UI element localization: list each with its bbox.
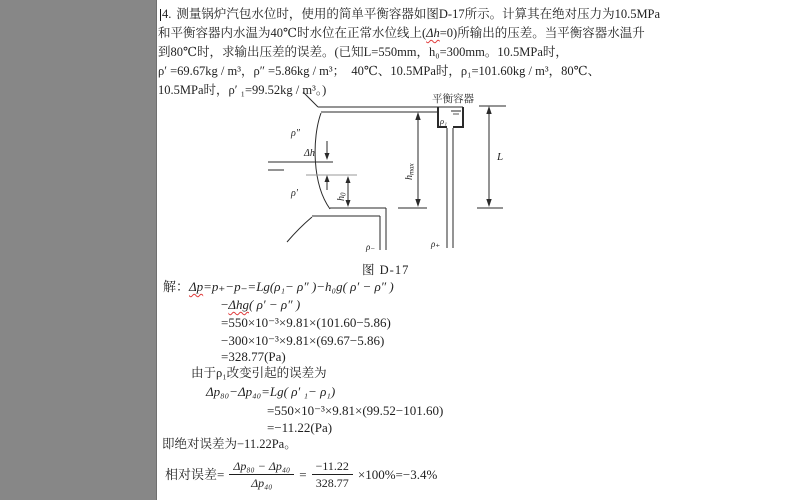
figure-caption: 图 D-17	[362, 263, 410, 277]
label-balance-container: 平衡容器	[432, 94, 474, 105]
fraction-delta-p: $\frac{\text{Δp₈₀ − Δp₄₀}}{\text{Δp₄₀}}$	[229, 459, 294, 490]
dimension-delta-h	[325, 141, 330, 190]
solution-line-i: =−11.22(Pa)	[267, 420, 333, 435]
problem-line-3: 到80℃时，求输出压差的误差。(已知L=550mm，h₀=300mm。10.5MPa时，	[158, 45, 568, 59]
top-pipe	[318, 107, 463, 112]
water-level-marks	[268, 162, 357, 175]
problem-line-2: 和平衡容器内水温为40℃时水位在正常水位线上(Δh=0)所输出的压差。当平衡容器水温升	[158, 26, 645, 40]
solution-line-g: Δp₈₀−Δp₄₀=Lg( ρ′ ₁− ρ₁)	[206, 384, 336, 399]
label-h0: h0	[336, 192, 348, 201]
label-L: L	[497, 151, 504, 163]
spellchecked-delta-hg: Δhg	[228, 297, 249, 312]
label-hmax: hmax	[404, 163, 416, 180]
solution-line-b: −Δhg( ρ′ − ρ″ )	[221, 297, 301, 312]
solution-line-j: 即绝对误差为−11.22Pa。	[162, 437, 297, 451]
container-down-pipe	[447, 128, 453, 248]
solution-line-e: =328.77(Pa)	[221, 349, 286, 364]
label-rho-plus: ρ₊	[431, 239, 441, 249]
label-rho-water: ρ′	[291, 188, 298, 199]
drum-outline	[287, 92, 330, 242]
label-rho1: ρ₁	[440, 116, 448, 126]
label-delta-h: Δh	[304, 148, 315, 159]
solution-line-f: 由于ρ₁改变引起的误差为	[191, 366, 327, 380]
problem-line-5: 10.5MPa时，ρ′ ₁=99.52kg / m³。)	[158, 83, 327, 97]
label-rho-minus: ρ₋	[366, 242, 376, 252]
solution-line-d: −300×10⁻³×9.81×(69.67−5.86)	[221, 333, 385, 348]
fraction-values: $\frac{-11.22}{328.77}$	[312, 459, 353, 490]
solution-line-a: 解：Δp=p₊−p₋=Lg(ρ₁− ρ″ )−h₀g( ρ′ − ρ″ )	[163, 279, 394, 294]
relative-error-label: 相对误差=	[165, 466, 225, 482]
dimension-h0	[346, 176, 351, 207]
spellchecked-delta-h: Δh	[426, 26, 440, 40]
solution-line-c: =550×10⁻³×9.81×(101.60−5.86)	[221, 315, 391, 330]
spellchecked-delta-p: Δp	[189, 279, 204, 294]
dimension-hmax	[398, 112, 427, 208]
problem-line-1: 4. 测量锅炉汽包水位时，使用的简单平衡容器如图D-17所示。计算其在绝对压力为10.5MPa	[162, 7, 661, 21]
solution-label: 解：	[163, 279, 190, 294]
solution-line-h: =550×10⁻³×9.81×(99.52−101.60)	[267, 403, 444, 418]
text-cursor	[160, 9, 161, 21]
figure-d17-diagram	[260, 86, 560, 272]
label-rho-steam: ρ″	[291, 128, 300, 139]
problem-line-4: ρ′ =69.67kg / m³，ρ″ =5.86kg / m³； 40℃、10.5MPa时，ρ₁=101.60kg / m³，80℃、	[158, 64, 601, 78]
relative-error-equation: 相对误差= $\frac{\text{Δp₈₀ − Δp₄₀}}{\text{Δp₄₀}}$ = $\frac{-11.22}{328.77}$ ×100%=−3.4%	[165, 458, 438, 490]
problem-number: 4.	[162, 7, 172, 21]
